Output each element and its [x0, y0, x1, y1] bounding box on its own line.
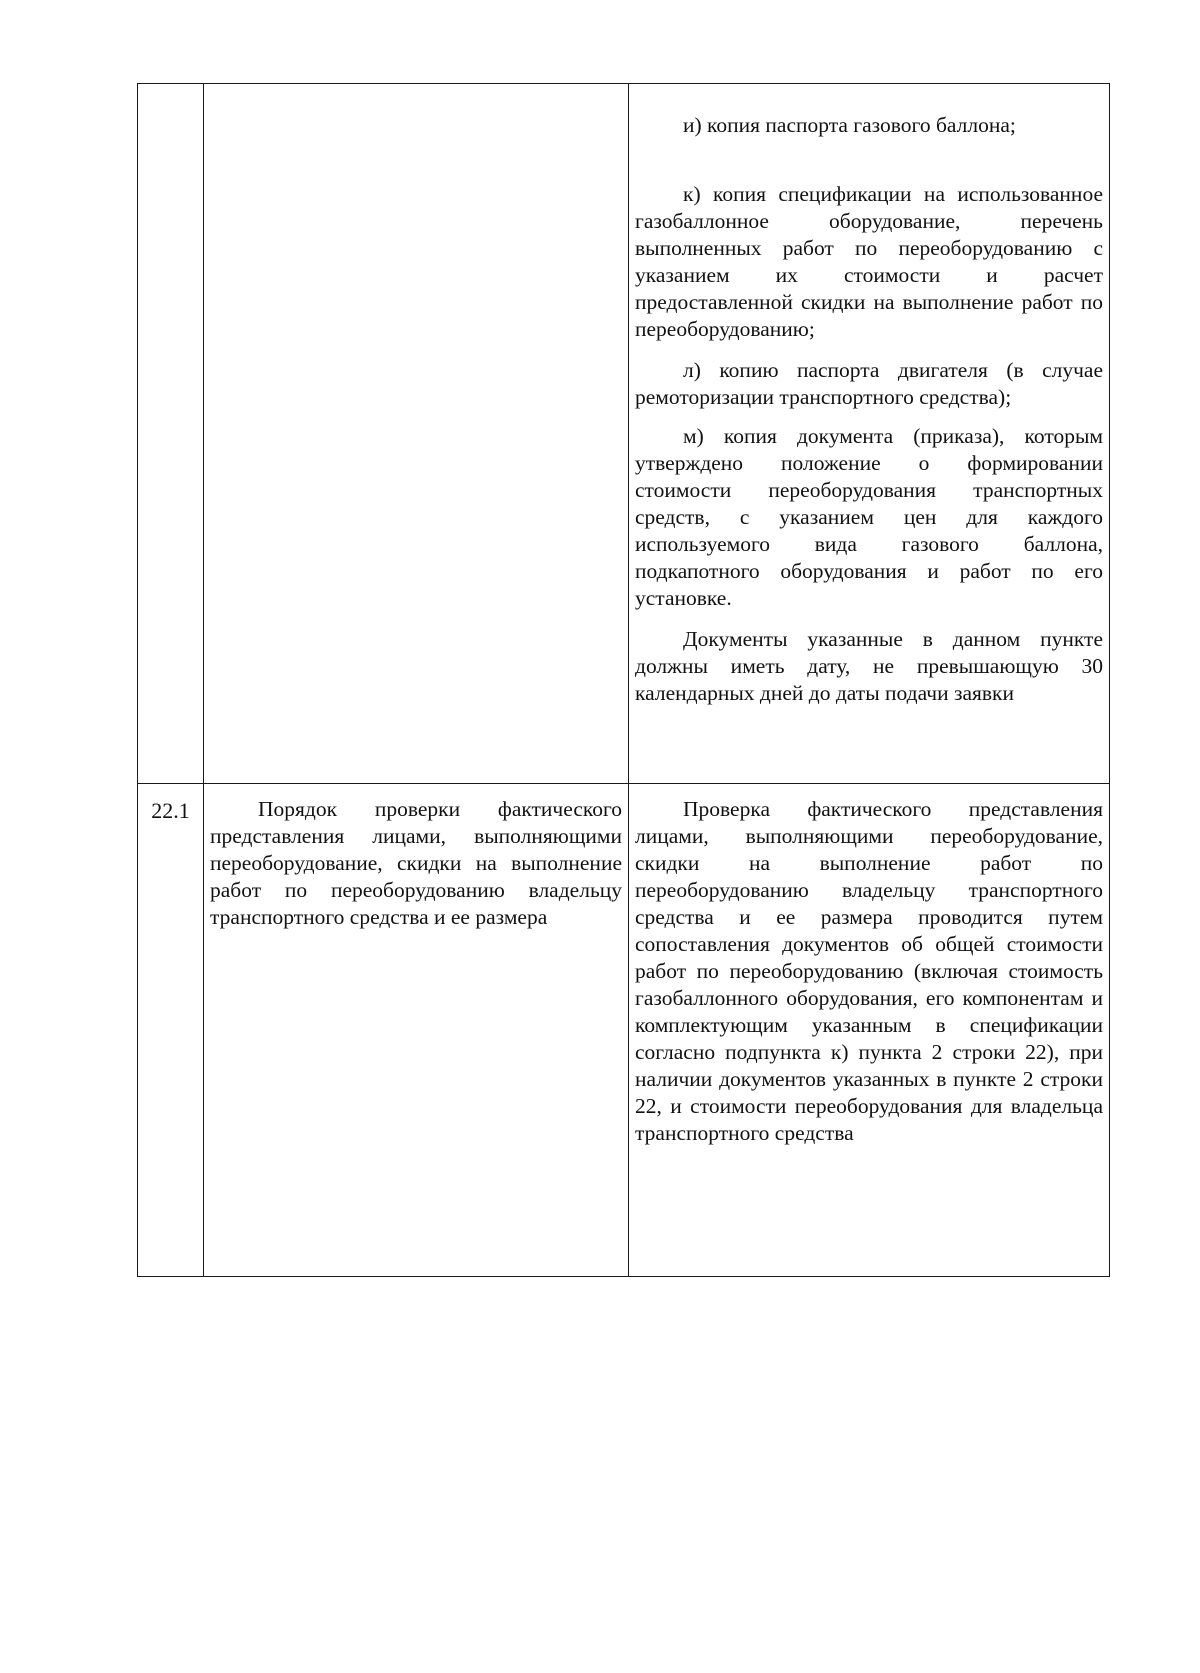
item-i-paragraph: и) копия паспорта газового баллона; — [683, 113, 1016, 137]
row-requirement-cell — [629, 84, 1110, 784]
documents-note-paragraph: Документы указанные в данном пункте должны иметь дату, не превышающую 30 календарных дней до даты подачи заявки — [635, 627, 1103, 705]
item-k-paragraph: к) копия спецификации на использованное газобаллонное оборудование, перечень выполненных работ по переоборудованию с указанием их стоимости и расчет предоставленной скидки на выполнение работ по переоборудованию; — [635, 182, 1103, 341]
row-name-text: Порядок проверки фактического представления лицами, выполняющими переоборудование, скидки на выполнение работ по переоборудованию владельцу транспортного средства и ее размера — [210, 797, 622, 929]
row-number-cell — [138, 84, 204, 784]
document-table — [137, 83, 1110, 1277]
row-name-cell — [204, 84, 629, 784]
row-number-cell: 22.1 — [138, 784, 204, 1277]
table-row — [138, 784, 1110, 1277]
item-m-paragraph: м) копия документа (приказа), которым утверждено положение о формировании стоимости переоборудования транспортных средств, с указанием цен для каждого используемого вида газового баллона, подкапотного оборудования и работ по его установке. — [635, 424, 1103, 610]
row-requirement-text: Проверка фактического представления лицами, выполняющими переоборудование, скидки на выполнение работ по переоборудованию владельцу транспортного средства и ее размера проводится путем сопоставления документов об общей стоимости работ по переоборудованию (включая стоимость газобаллонного оборудования, его компонентам и комплектующим указанным в спецификации согласно подпункта к) пункта 2 строки 22), при наличии документов указанных в пункте 2 строки 22, и стоимости переоборудования для владельца транспортного средства — [635, 797, 1103, 1145]
row-name-cell — [204, 784, 629, 1277]
row-requirement-cell — [629, 784, 1110, 1277]
item-l-paragraph: л) копию паспорта двигателя (в случае ремоторизации транспортного средства); — [635, 358, 1103, 409]
table-row — [138, 84, 1110, 784]
